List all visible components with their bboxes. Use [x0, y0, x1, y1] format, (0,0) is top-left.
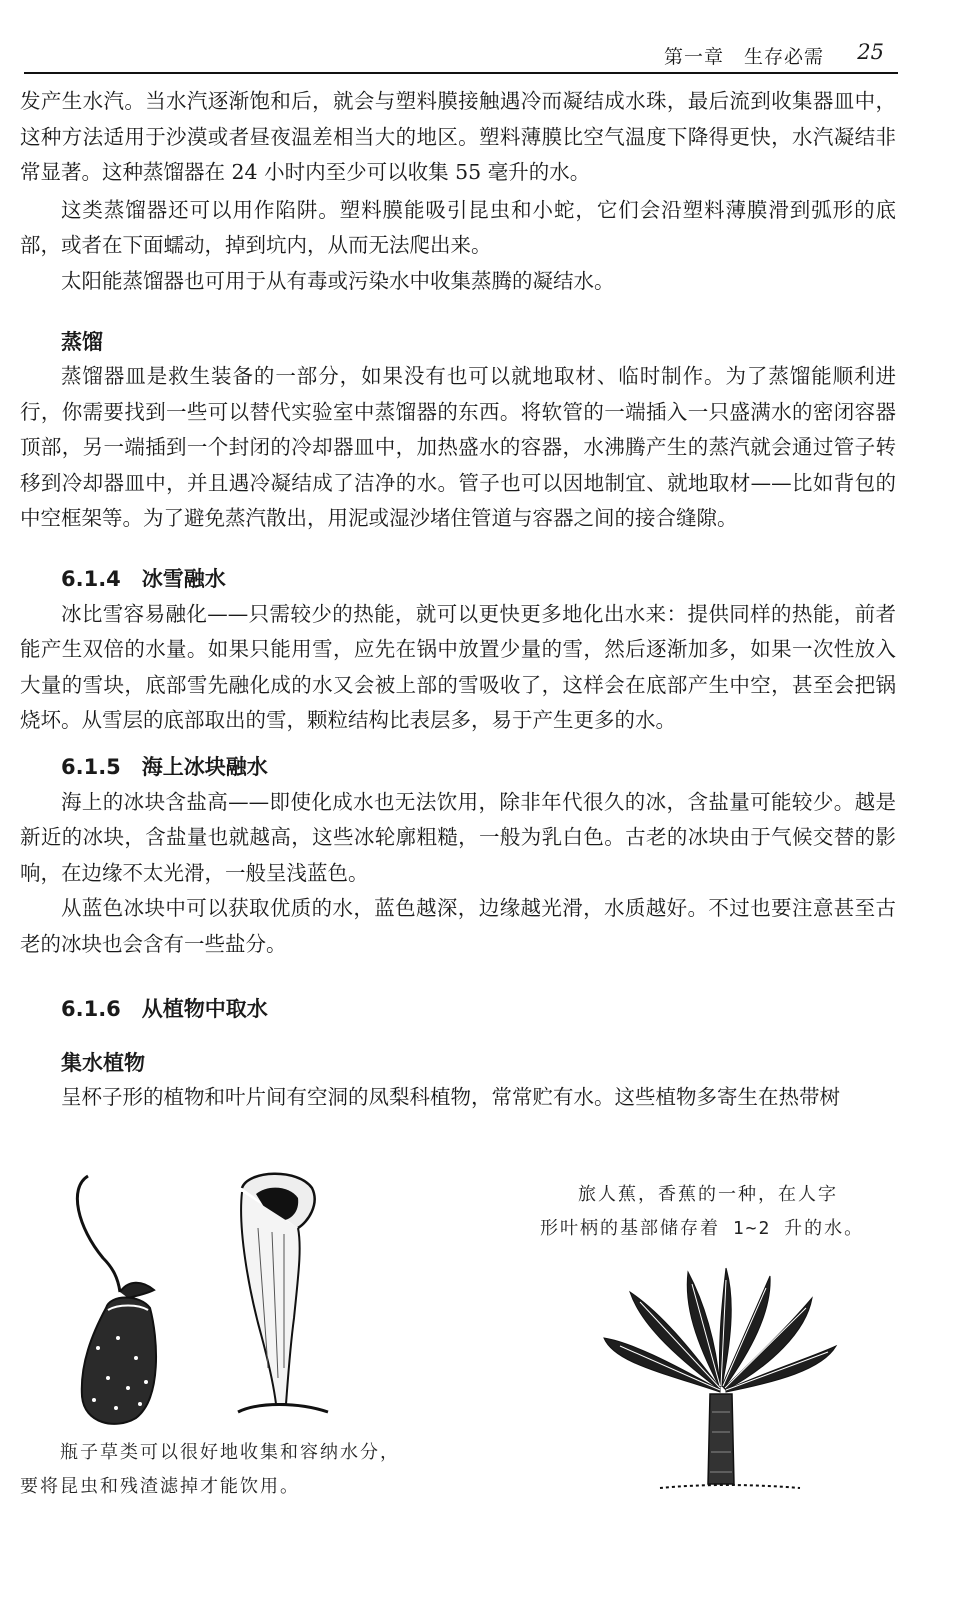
- caption-pitcher-plant-line1: 瓶子草类可以很好地收集和容纳水分，: [60, 1442, 400, 1463]
- section-heading-6-1-4: 6.1.4 冰雪融水: [61, 566, 226, 591]
- paragraph: 从蓝色冰块中可以获取优质的水，蓝色越深，边缘越光滑，水质越好。不过也要注意甚至古老的冰块也会含有一些盐分。: [20, 896, 896, 956]
- paragraph: 呈杯子形的植物和叶片间有空洞的凤梨科植物，常常贮有水。这些植物多寄生在热带树: [61, 1085, 840, 1109]
- caption-travelers-palm-line2: 形叶柄的基部储存着 1~2 升的水。: [540, 1218, 865, 1239]
- subsection-heading-collecting-plants: 集水植物: [61, 1051, 145, 1075]
- section-heading-distillation: 蒸馏: [61, 330, 103, 354]
- page-number: 25: [857, 40, 884, 64]
- section-heading-6-1-5: 6.1.5 海上冰块融水: [61, 754, 268, 779]
- travelers-palm-illustration: [600, 1262, 840, 1494]
- section-heading-6-1-6: 6.1.6 从植物中取水: [61, 997, 268, 1021]
- caption-pitcher-plant-line2: 要将昆虫和残渣滤掉才能饮用。: [20, 1476, 300, 1497]
- paragraph: 太阳能蒸馏器也可用于从有毒或污染水中收集蒸腾的凝结水。: [61, 268, 615, 293]
- caption-travelers-palm-line1: 旅人蕉，香蕉的一种，在人字: [578, 1184, 838, 1205]
- paragraph: 这类蒸馏器还可以用作陷阱。塑料膜能吸引昆虫和小蛇，它们会沿塑料薄膜滑到弧形的底部，或者在下面蠕动，掉到坑内，从而无法爬出来。: [20, 197, 896, 257]
- paragraph: 冰比雪容易融化——只需较少的热能，就可以更快更多地化出水来：提供同样的热能，前者能产生双倍的水量。如果只能用雪，应先在锅中放置少量的雪，然后逐渐加多，如果一次性放入大量的雪块，底部雪先融化成的水又会被上部的雪吸收了，这样会在底部产生中空，甚至会把锅烧坏。从雪层的底部取出的雪，颗粒结构比表层多，易于产生更多的水。: [20, 601, 896, 732]
- paragraph: 海上的冰块含盐高——即使化成水也无法饮用，除非年代很久的冰，含盐量可能较少。越是新近的冰块，含盐量也就越高，这些冰轮廓粗糙，一般为乳白色。古老的冰块由于气候交替的影响，在边缘不太光滑，一般呈浅蓝色。: [20, 789, 896, 885]
- pitcher-plant-illustration-2: [228, 1168, 338, 1428]
- main-text: [20, 84, 896, 1116]
- pitcher-plant-illustration-1: [58, 1168, 168, 1428]
- running-header: [24, 34, 898, 74]
- paragraph: 蒸馏器皿是救生装备的一部分，如果没有也可以就地取材、临时制作。为了蒸馏能顺利进行，你需要找到一些可以替代实验室中蒸馏器的东西。将软管的一端插入一只盛满水的密闭容器顶部，另一端插到一个封闭的冷却器皿中，加热盛水的容器，水沸腾产生的蒸汽就会通过管子转移到冷却器皿中，并且遇冷凝结成了洁净的水。管子也可以因地制宜、就地取材——比如背包的中空框架等。为了避免蒸汽散出，用泥或湿沙堵住管道与容器之间的接合缝隙。: [20, 364, 896, 530]
- chapter-title: 第一章 生存必需: [663, 46, 824, 68]
- paragraph: 发产生水汽。当水汽逐渐饱和后，就会与塑料膜接触遇冷而凝结成水珠，最后流到收集器皿中，这种方法适用于沙漠或者昼夜温差相当大的地区。塑料薄膜比空气温度下降得更快，水汽凝结非常显著。这种蒸馏器在 24 小时内至少可以收集 55 毫升的水。: [20, 89, 896, 184]
